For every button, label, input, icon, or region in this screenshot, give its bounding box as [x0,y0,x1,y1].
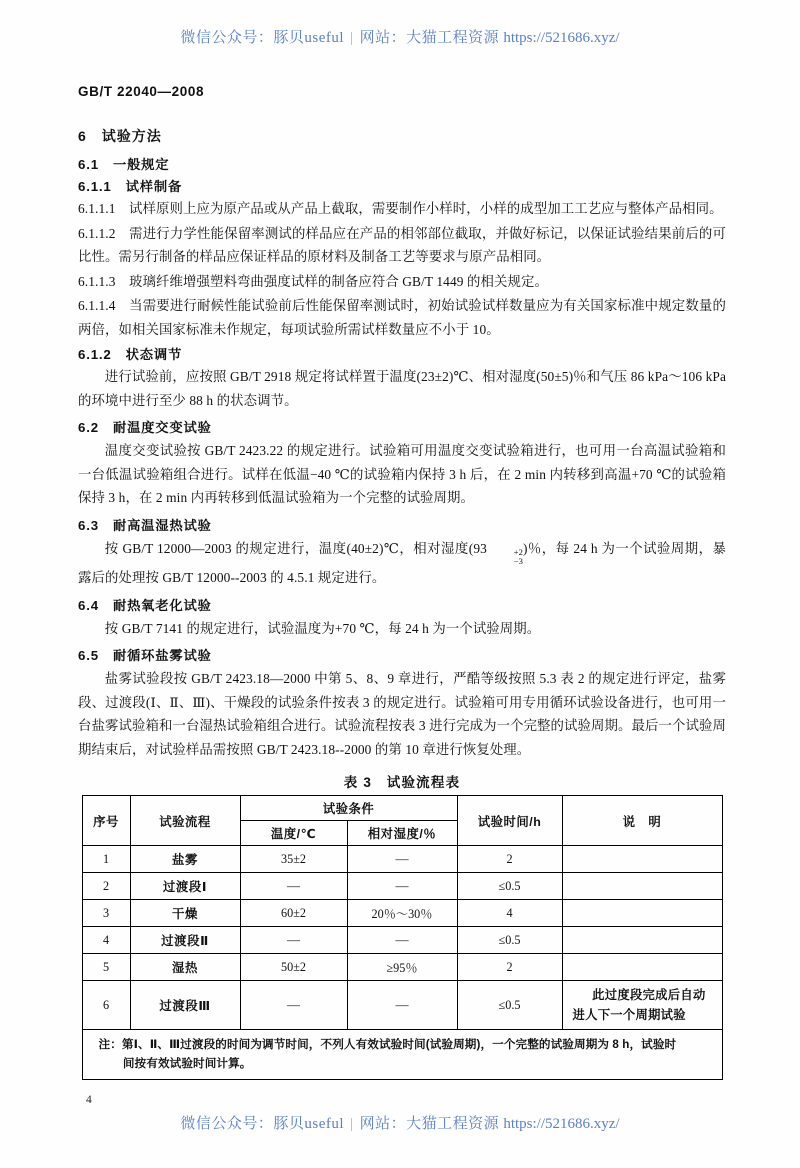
cell-seq: 5 [82,954,130,981]
clause-6-5-body: 盐雾试验段按 GB/T 2423.18—2000 中第 5、8、9 章进行，严酷等级按照 5.3 表 2 的规定进行评定，盐雾段、过渡段(Ⅰ、Ⅱ、Ⅲ)、干燥段的试验条件按表 3 的规定进行。试验箱可用专用循环试验设备进行，也可用一台盐雾试验箱和一台湿热试验箱组合进行。试验流程按表 3 进行完成为一个完整的试验周期。最后一个试验周期结束后，对试验样品需按照 GB/T 2423.18--2000 的第 10 章进行恢复处理。 [78,671,726,757]
table-row [82,846,722,873]
clause-6-1-1-1: 6.1.1.1 试样原则上应为原产品或从产品上截取，需要制作小样时，小样的成型加工工艺应与整体产品相同。 [78,201,723,216]
test-flow-table [82,795,723,1080]
watermark-url: https://521686.xyz/ [503,30,620,46]
watermark-bottom [0,1112,800,1133]
heading-6-1: 6.1 一般规定 [78,157,170,172]
table-header-row-1 [82,796,722,821]
watermark-url: https://521686.xyz/ [503,1116,620,1132]
table-row [82,873,722,900]
cell-remark-text: 此过度段完成后自动进人下一个周期试验 [572,988,706,1023]
header-temperature: 温度/℃ [240,821,347,846]
cell-flow: 过渡段Ⅰ [130,873,240,900]
cell-remark [562,981,722,1030]
watermark-top [0,26,800,47]
cell-flow: 干燥 [130,900,240,927]
cell-duration: ≤0.5 [457,981,562,1030]
clause-6-1-1-2: 6.1.1.2 需进行力学性能保留率测试的样品应在产品的相邻部位截取，并做好标记，以保证试验结果前后的可比性。需另行制备的样品应保证样品的原材料及制备工艺等要求与原产品相同。 [78,225,726,264]
clause-6-1-2-body: 进行试验前，应按照 GB/T 2918 规定将试样置于温度(23±2)℃、相对湿度(50±5)％和气压 86 kPa～106 kPa 的环境中进行至少 88 h 的状态调节。 [78,369,726,408]
heading-6-1-2: 6.1.2 状态调节 [78,347,183,362]
cell-humidity: 20％～30％ [347,900,457,927]
table-row [82,927,722,954]
clause-6-2-body: 温度交变试验按 GB/T 2423.22 的规定进行。试验箱可用温度交变试验箱进行，也可用一台高温试验箱和一台低温试验箱组合进行。试样在低温−40 ℃的试验箱内保持 3 h 后，在 2 min 内转移到高温+70 ℃的试验箱保持 3 h，在 2 min 内再转移到低温试验箱为一个完整的试验周期。 [78,443,726,505]
heading-6-4: 6.4 耐热氧老化试验 [78,597,212,613]
cell-remark [562,873,722,900]
watermark-separator: | [350,1116,354,1132]
table-footnote [82,1030,722,1080]
table-footnote-line1: 注：第Ⅰ、Ⅱ、Ⅲ过渡段的时间为调节时间，不列人有效试验时间(试验周期)，一个完整的试验周期为 8 h，试验时 [98,1038,677,1052]
cell-duration: ≤0.5 [457,873,562,900]
cell-remark [562,954,722,981]
cell-temperature: 50±2 [240,954,347,981]
cell-duration: 4 [457,900,562,927]
cell-temperature: — [240,873,347,900]
cell-remark [562,900,722,927]
humidity-tolerance-stack [487,548,523,566]
heading-6-5: 6.5 耐循环盐雾试验 [78,648,212,664]
clause-6-3-body [78,537,726,590]
watermark-site-label: 网站：大猫工程资源 [359,30,500,46]
table-body [82,846,722,1080]
cell-remark [562,927,722,954]
cell-duration: 2 [457,846,562,873]
header-flow: 试验流程 [130,796,240,846]
cell-flow: 盐雾 [130,846,240,873]
page-number: 4 [86,1094,92,1106]
clause-6-3-text-after: )％，每 24 h 为一个试验周期，暴露后的处理按 GB/T 12000--2003 的 4.5.1 规定进行。 [78,540,726,586]
cell-duration: 2 [457,954,562,981]
heading-6: 6 试验方法 [78,128,162,144]
cell-seq: 6 [82,981,130,1030]
cell-seq: 1 [82,846,130,873]
table-row [82,954,722,981]
watermark-wechat-label: 微信公众号：豚贝useful [180,1116,345,1132]
cell-humidity: ≥95％ [347,954,457,981]
cell-flow: 湿热 [130,954,240,981]
cell-seq: 3 [82,900,130,927]
header-condition-group: 试验条件 [240,796,457,821]
document-body [78,126,726,1080]
humidity-tolerance-upper: +2 [513,547,523,558]
cell-seq: 4 [82,927,130,954]
cell-flow: 过渡段Ⅲ [130,981,240,1030]
cell-humidity: — [347,981,457,1030]
cell-humidity: — [347,927,457,954]
clause-6-3-text-before: 按 GB/T 12000—2003 的规定进行，温度(40±2)℃，相对湿度(93 [104,540,487,556]
humidity-tolerance-lower: −3 [513,556,523,567]
header-seq: 序号 [82,796,130,846]
standard-number: GB/T 22040—2008 [78,84,205,99]
cell-temperature: — [240,927,347,954]
cell-flow: 过渡段Ⅱ [130,927,240,954]
watermark-wechat-label: 微信公众号：豚贝useful [180,30,345,46]
watermark-separator: | [350,30,354,46]
cell-remark [562,846,722,873]
table-row [82,900,722,927]
cell-seq: 2 [82,873,130,900]
cell-temperature: 35±2 [240,846,347,873]
clause-6-1-1-3: 6.1.1.3 玻璃纤维增强塑料弯曲强度试样的制备应符合 GB/T 1449 的相关规定。 [78,273,548,289]
clause-6-4-body: 按 GB/T 7141 的规定进行，试验温度为+70 ℃，每 24 h 为一个试验周期。 [104,620,541,636]
cell-temperature: 60±2 [240,900,347,927]
cell-duration: ≤0.5 [457,927,562,954]
cell-humidity: — [347,846,457,873]
header-remark: 说 明 [562,796,722,846]
table-footnote-line2: 间按有效试验时间计算。 [122,1057,252,1071]
table-footnote-row [82,1030,722,1080]
heading-6-3: 6.3 耐高温湿热试验 [78,517,212,533]
table-row [82,981,722,1030]
table-caption: 表 3 试验流程表 [343,775,461,791]
header-duration: 试验时间/h [457,796,562,846]
header-humidity: 相对湿度/％ [347,821,457,846]
heading-6-2: 6.2 耐温度交变试验 [78,420,212,435]
heading-6-1-1: 6.1.1 试样制备 [78,179,183,194]
cell-humidity: — [347,873,457,900]
cell-temperature: — [240,981,347,1030]
watermark-site-label: 网站：大猫工程资源 [359,1116,500,1132]
clause-6-1-1-4: 6.1.1.4 当需要进行耐候性能试验前后性能保留率测试时，初始试验试样数量应为有关国家标准中规定数量的两倍，如相关国家标准未作规定，每项试验所需试样数量应不小于 10。 [78,298,726,337]
